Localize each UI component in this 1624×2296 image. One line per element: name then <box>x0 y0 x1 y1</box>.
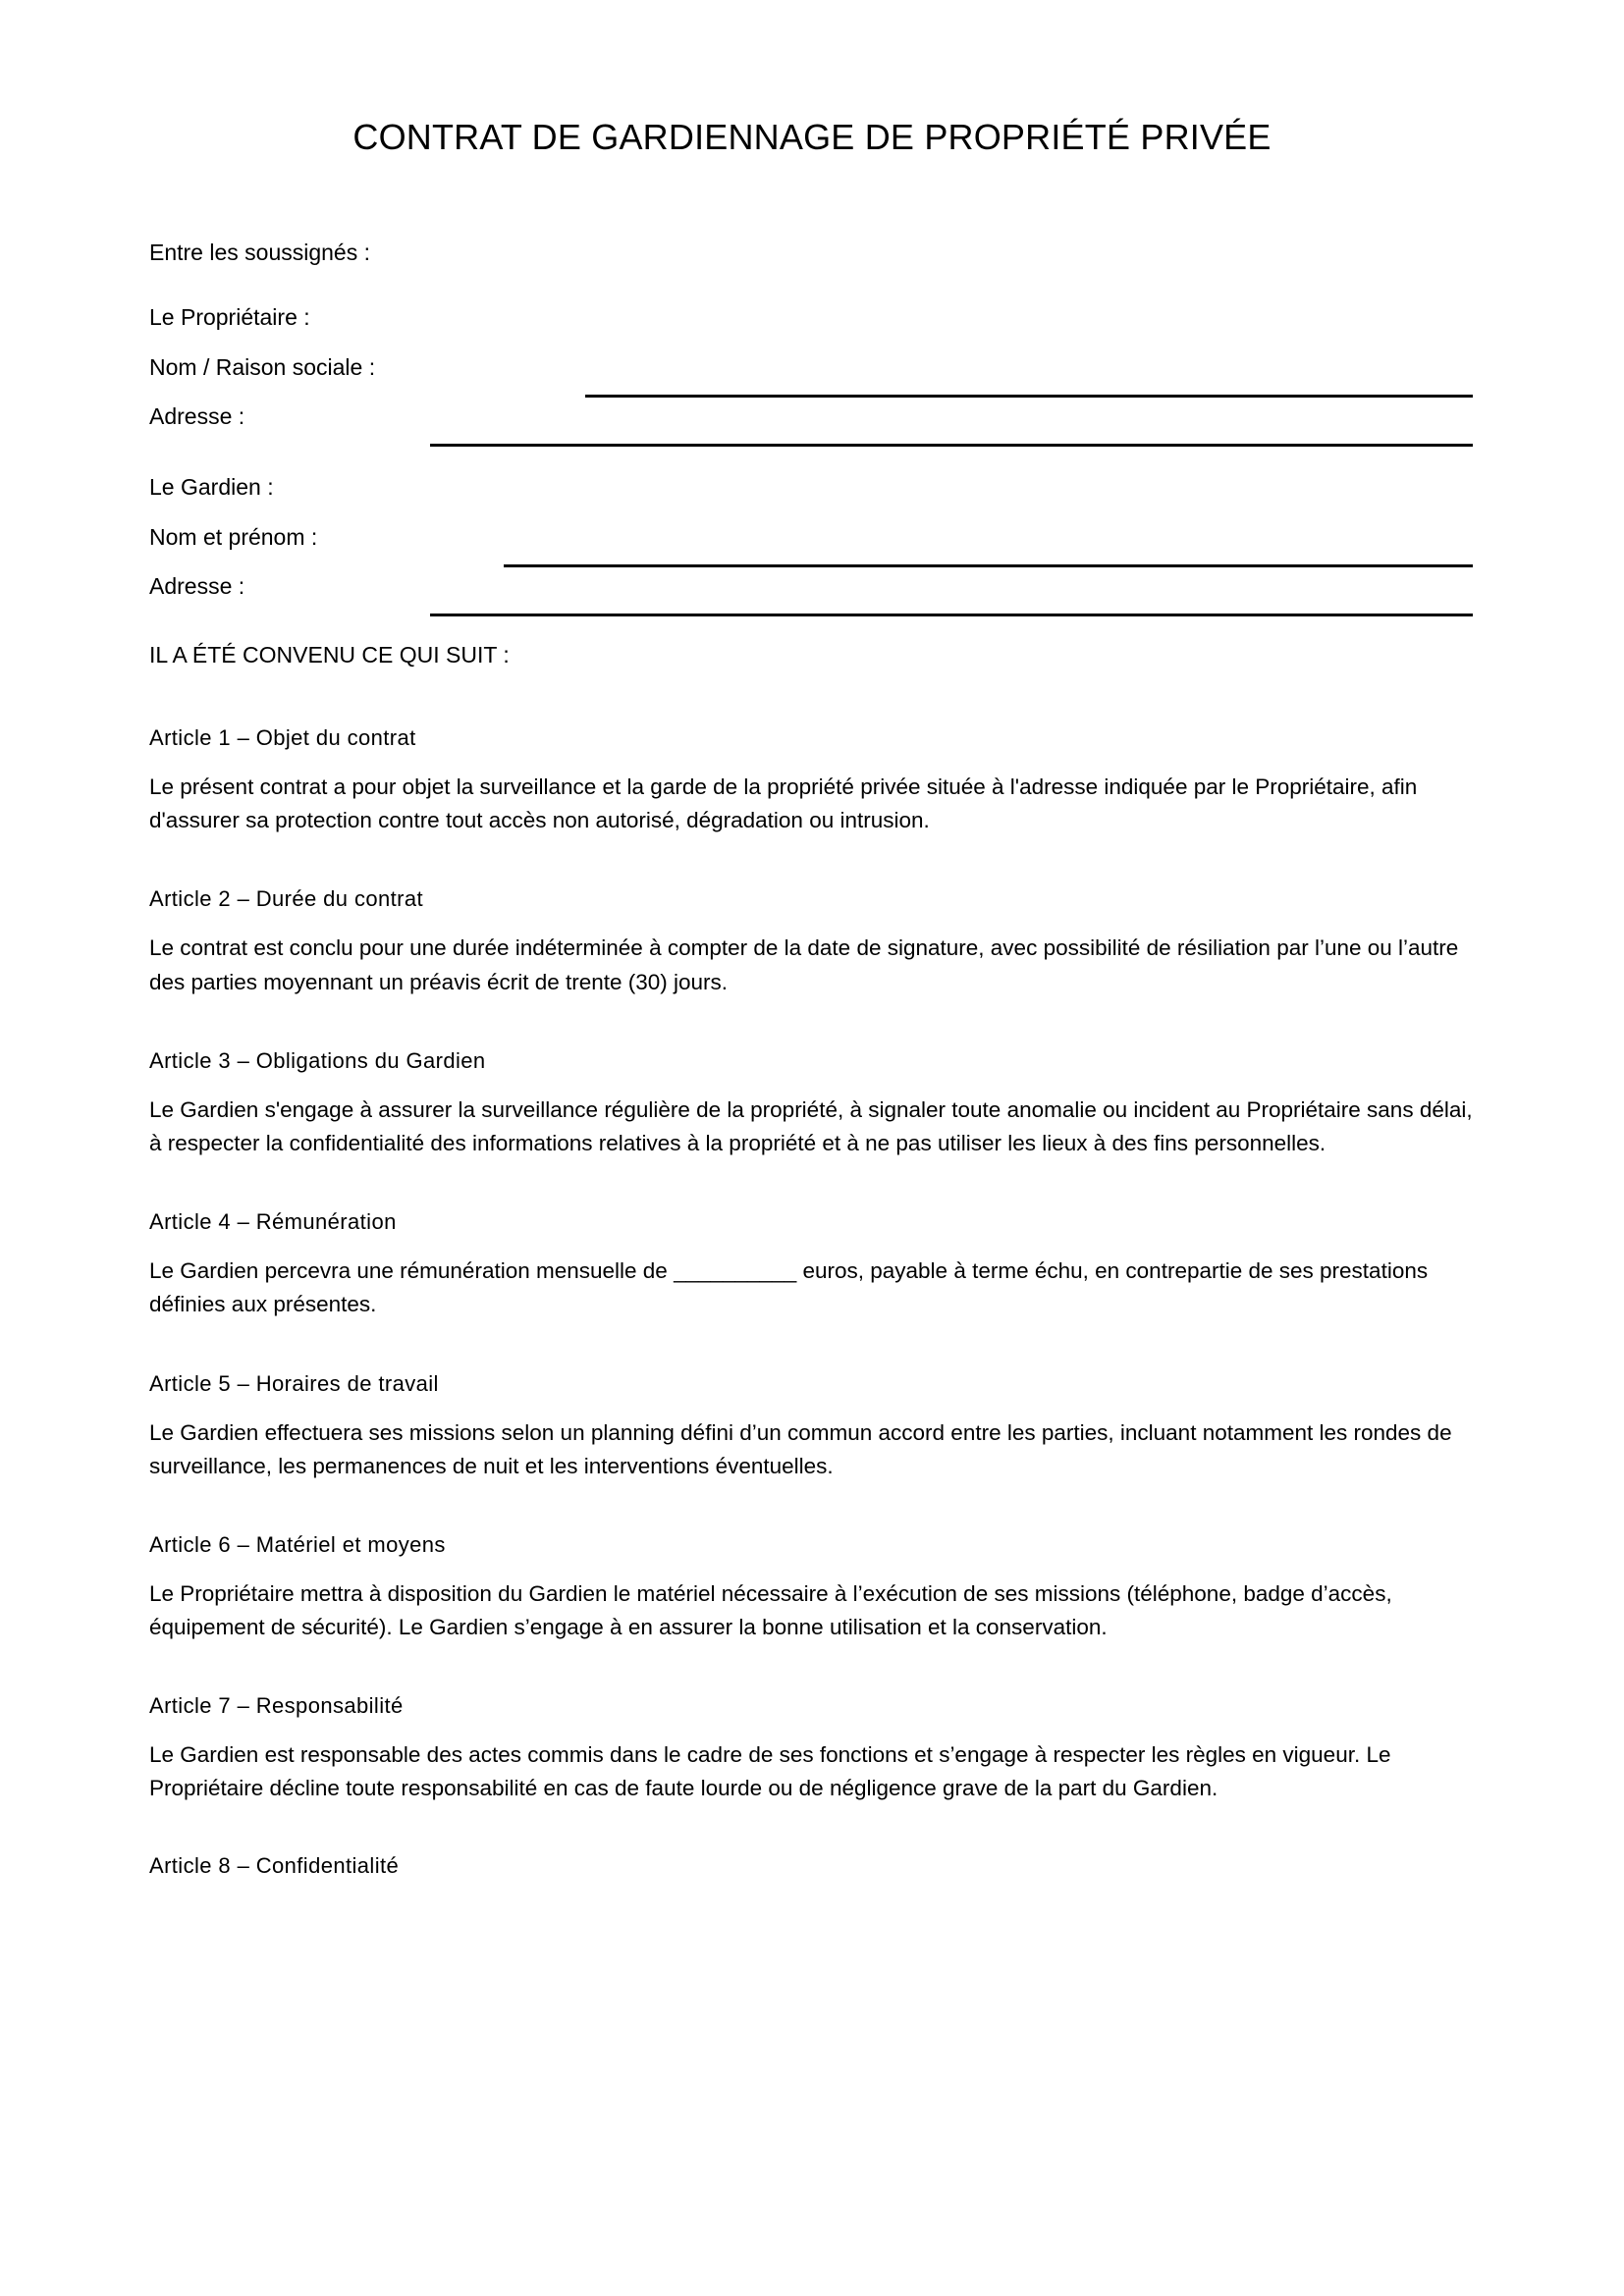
agreement-line: IL A ÉTÉ CONVENU CE QUI SUIT : <box>149 642 510 667</box>
field-row-adresse-gardien <box>149 575 1473 624</box>
spacer <box>149 999 1473 1050</box>
article-1-body: Le présent contrat a pour objet la surveillance et la garde de la propriété privée située à l'adresse indiquée par le Propriétaire, afin d'assurer sa protection contre tout accès non autorisé, dégradation ou intrusion. <box>149 774 1418 833</box>
article-5-heading: Article 5 – Horaires de travail <box>149 1370 439 1396</box>
article-3-heading: Article 3 – Obligations du Gardien <box>149 1047 486 1073</box>
article-4-text-before-blank: Le Gardien percevra une rémunération mensuelle de <box>149 1258 675 1284</box>
field-label-adresse-proprietaire: Adresse : <box>149 403 245 429</box>
party-heading-gardien: Le Gardien : <box>149 474 274 500</box>
field-row-nom-et-prenom <box>149 526 1473 575</box>
article-2-body: Le contrat est conclu pour une durée indéterminée à compter de la date de signature, avec possibilité de résiliation par l’une ou l’autre des parties moyennant un préavis écrit de trente (30) jours. <box>149 935 1459 994</box>
article-5 <box>149 1370 1473 1483</box>
field-label-nom-et-prenom: Nom et prénom : <box>149 524 318 550</box>
article-7 <box>149 1695 1473 1805</box>
field-label-nom-raison-sociale: Nom / Raison sociale : <box>149 354 376 380</box>
document-body <box>149 241 1473 1898</box>
party-block-gardien <box>149 476 1473 624</box>
article-4 <box>149 1211 1473 1321</box>
section-spacer <box>149 454 1473 476</box>
article-4-text-after-blank: euros, payable à terme échu, en contrepartie de ses prestations définies aux présentes. <box>149 1258 1429 1317</box>
field-input-nom-raison-sociale[interactable] <box>585 395 1473 398</box>
article-6-heading: Article 6 – Matériel et moyens <box>149 1531 446 1557</box>
article-7-heading: Article 7 – Responsabilité <box>149 1693 404 1719</box>
article-6-body: Le Propriétaire mettra à disposition du Gardien le matériel nécessaire à l’exécution de ses missions (téléphone, badge d’accès, équipement de sécurité). Le Gardien s’engage à en assurer la bonne utilisation et la conservation. <box>149 1580 1392 1640</box>
spacer <box>149 1483 1473 1534</box>
article-8-heading: Article 8 – Confidentialité <box>149 1852 400 1878</box>
field-input-nom-et-prenom[interactable] <box>504 564 1473 567</box>
article-2-heading: Article 2 – Durée du contrat <box>149 886 424 912</box>
party-heading-proprietaire: Le Propriétaire : <box>149 304 310 330</box>
page-title: CONTRAT DE GARDIENNAGE DE PROPRIÉTÉ PRIVÉE <box>352 117 1272 157</box>
intro-line: Entre les soussignés : <box>149 240 371 265</box>
article-4-heading: Article 4 – Rémunération <box>149 1209 397 1235</box>
article-1-heading: Article 1 – Objet du contrat <box>149 725 416 750</box>
article-2 <box>149 888 1473 998</box>
spacer <box>149 1644 1473 1695</box>
article-8 <box>149 1852 1473 1878</box>
field-label-adresse-gardien: Adresse : <box>149 573 245 599</box>
spacer <box>149 1322 1473 1373</box>
spacer <box>149 1160 1473 1211</box>
article-4-body <box>149 1255 1473 1321</box>
article-3 <box>149 1047 1473 1160</box>
spacer <box>149 837 1473 888</box>
field-row-adresse-proprietaire <box>149 405 1473 454</box>
article-3-body: Le Gardien s'engage à assurer la surveillance régulière de la propriété, à signaler toute anomalie ou incident au Propriétaire sans délai, à respecter la confidentialité des informations relatives à la propriété et à ne pas utiliser les lieux à des fins personnelles. <box>149 1096 1473 1155</box>
article-6 <box>149 1531 1473 1644</box>
remuneration-amount-blank[interactable]: __________ <box>674 1258 797 1284</box>
field-row-nom-raison-sociale <box>149 356 1473 405</box>
field-input-adresse-gardien[interactable] <box>430 614 1473 616</box>
field-input-adresse-proprietaire[interactable] <box>430 444 1473 447</box>
article-1 <box>149 727 1473 837</box>
party-block-proprietaire <box>149 306 1473 454</box>
article-7-body: Le Gardien est responsable des actes commis dans le cadre de ses fonctions et s’engage à respecter les règles en vigueur. Le Propriétaire décline toute responsabilité en cas de faute lourde ou de négligence grave de la part du Gardien. <box>149 1742 1391 1801</box>
spacer <box>149 667 1473 727</box>
spacer <box>149 1806 1473 1855</box>
article-5-body: Le Gardien effectuera ses missions selon un planning défini d’un commun accord entre les parties, incluant notamment les rondes de surveillance, les permanences de nuit et les interventions éventuelles. <box>149 1419 1452 1478</box>
